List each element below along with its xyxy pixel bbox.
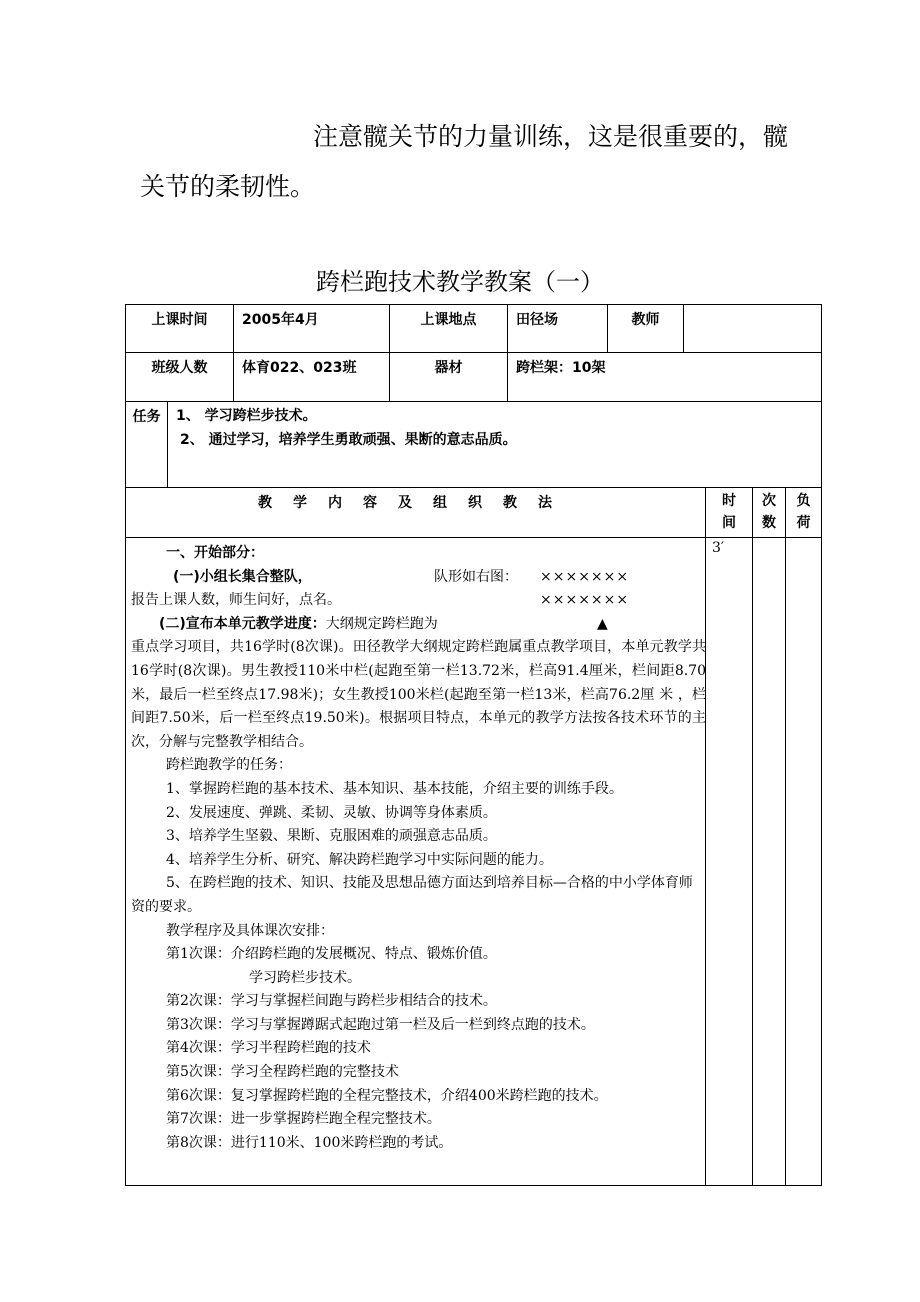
class-label: 班级人数 (126, 353, 234, 402)
schedule-item: 第6次课：复习掌握跨栏跑的全程完整技术，介绍400米跨栏跑的技术。 (166, 1087, 608, 1104)
teacher-label: 教师 (608, 305, 684, 353)
time-label: 上课时间 (126, 305, 234, 353)
list-item: 1、掌握跨栏跑的基本技术、基本知识、基本技能，介绍主要的训练手段。 (166, 780, 623, 797)
time-column-header: 时 间 (706, 488, 753, 538)
task-item: 2、 通过学习，培养学生勇敢顽强、果断的意志品质。 (180, 432, 517, 448)
content-header-row (126, 488, 822, 538)
count-cell (753, 538, 786, 1186)
section-title: 一、开始部分： (166, 545, 264, 561)
equipment-label: 器材 (390, 353, 508, 402)
intro-line-2: 关节的柔韧性。 (140, 172, 316, 201)
class-value: 体育022、023班 (234, 353, 390, 402)
load-column-header: 负 荷 (786, 488, 822, 538)
lesson-plan-table (125, 304, 822, 1186)
schedule-item: 第1次课：介绍跨栏跑的发展概况、特点、锻炼价值。 (166, 946, 497, 963)
task-label: 任务 (126, 402, 168, 488)
teacher-value (684, 305, 822, 353)
place-label: 上课地点 (390, 305, 508, 353)
place-value: 田径场 (508, 305, 608, 353)
header-row-2 (126, 353, 822, 402)
list-item: 5、在跨栏跑的技术、知识、技能及思想品德方面达到培养目标—合格的中小学体育师资的要求。 (131, 875, 693, 915)
list-item: 3、培养学生坚毅、果断、克服困难的顽强意志品质。 (166, 828, 497, 845)
list-item: 2、发展速度、弹跳、柔韧、灵敏、协调等身体素质。 (166, 804, 497, 821)
progress-line: (二)宣布本单元教学进度：大纲规定跨栏跑为 ▲ (131, 613, 701, 637)
schedule-item: 第4次课：学习半程跨栏跑的技术 (166, 1040, 371, 1057)
formation-row-1: ××××××× (540, 568, 630, 585)
teacher-marker-icon: ▲ (597, 615, 608, 632)
page-title: 跨栏跑技术教学教案（一） (316, 268, 604, 296)
load-cell (786, 538, 822, 1186)
time-cell: 3′ (706, 538, 753, 1186)
intro-line-1: 注意髋关节的力量训练，这是很重要的，髋 (313, 122, 789, 151)
task-row (126, 402, 822, 488)
schedule-item: 第2次课：学习与掌握栏间跑与跨栏步相结合的技术。 (166, 993, 497, 1010)
formation-label: 队形如右图： (434, 568, 518, 585)
header-row-1 (126, 305, 822, 353)
equipment-value: 跨栏架：10架 (508, 353, 822, 402)
formation-line-1: (一)小组长集合整队， 队形如右图： ××××××× (131, 566, 701, 590)
schedule-item: 第5次课：学习全程跨栏跑的完整技术 (166, 1064, 399, 1081)
formation-row-2: ××××××× (540, 592, 630, 609)
content-header: 教学内容及组织教法 (126, 488, 706, 538)
count-column-header: 次 数 (753, 488, 786, 538)
list-item: 4、培养学生分析、研究、解决跨栏跑学习中实际问题的能力。 (166, 851, 553, 868)
schedule-item: 第3次课：学习与掌握蹲踞式起跑过第一栏及后一栏到终点跑的技术。 (166, 1016, 595, 1033)
formation-line-2: 报告上课人数，师生问好，点名。 ××××××× (131, 589, 701, 613)
progress-body: 重点学习项目，共16学时(8次课)。田径教学大纲规定跨栏跑属重点教学项目，本单元教学共16学时(8次课)。男生教授110米中栏(起跑至第一栏13.72米，栏高91.4厘米，栏间距8.70米，最后一栏至终点17.98米)；女生教授100米栏(起跑至第一栏13米，栏高76.2厘 米 ，栏间距7.50米，后一栏至终点19.50米)。根据项目特点，本单元的教学方法按各技术环节的主次，分解与完整教学相结合。 (131, 639, 706, 750)
task-list (168, 402, 822, 488)
task-item: 1、 学习跨栏步技术。 (176, 408, 317, 424)
content-row (126, 538, 822, 1186)
schedule-item: 第8次课：进行110米、100米跨栏跑的考试。 (166, 1134, 453, 1151)
time-value: 2005年4月 (234, 305, 390, 353)
content-body (126, 538, 706, 1186)
schedule-item: 第7次课：进一步掌握跨栏跑全程完整技术。 (166, 1111, 441, 1128)
schedule-item-extra: 学习跨栏步技术。 (249, 969, 361, 986)
schedule-title: 教学程序及具体课次安排： (166, 922, 334, 939)
tasks-title: 跨栏跑教学的任务： (166, 757, 292, 774)
